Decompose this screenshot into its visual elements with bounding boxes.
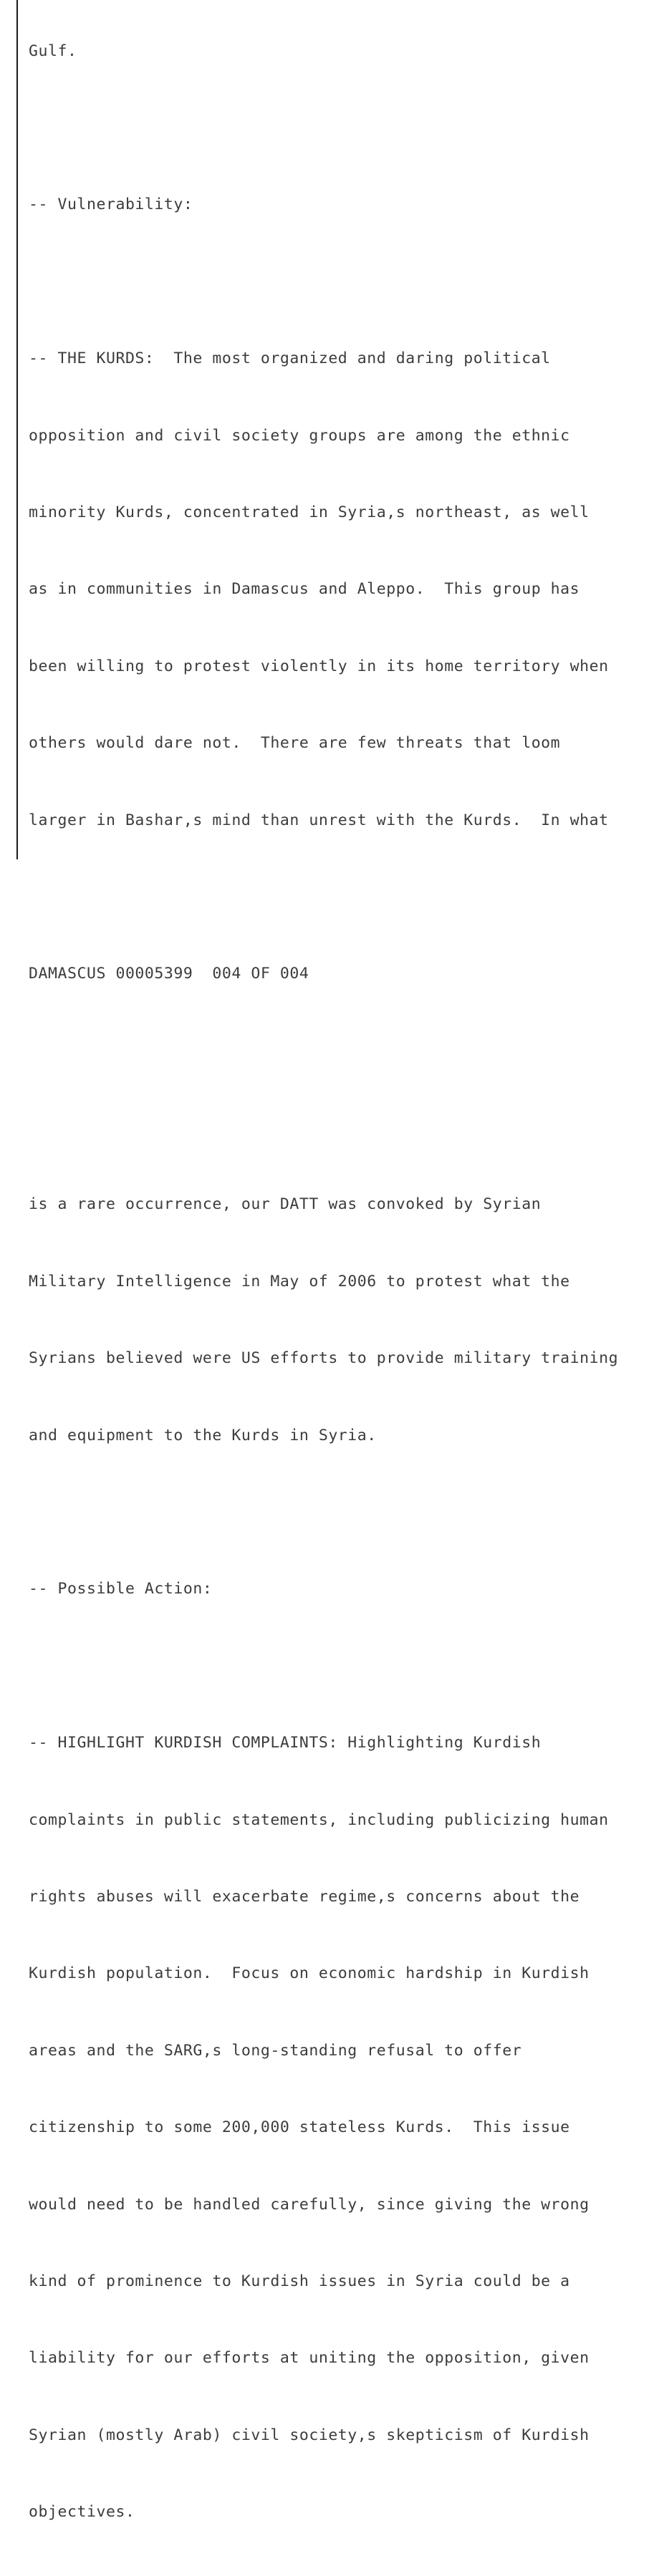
section-heading-possible-action: -- Possible Action: [29,1580,213,1598]
text-line: objectives. [29,2503,135,2522]
text-line: citizenship to some 200,000 stateless Kurds. This issue [29,2118,570,2137]
text-line: areas and the SARG,s long-standing refusal to offer [29,2041,522,2060]
text-line: Syrians believed were US efforts to provide military training [29,1349,619,1368]
blank-line [29,884,654,910]
text-line: Syrian (mostly Arab) civil society,s skepticism of Kurdish [29,2426,590,2444]
blank-line [29,1115,654,1141]
section-heading-vulnerability: -- Vulnerability: [29,196,193,214]
text-line: Military Intelligence in May of 2006 to protest what the [29,1272,570,1291]
text-line: kind of prominence to Kurdish issues in Syria could be a [29,2272,570,2290]
text-line: been willing to protest violently in its home territory when [29,657,609,675]
cable-text-body [29,0,654,2576]
blank-line [29,1500,654,1525]
text-line: -- HIGHLIGHT KURDISH COMPLAINTS: Highlighting Kurdish [29,1734,542,1752]
blank-line [29,1654,654,1679]
text-line: -- THE KURDS: The most organized and daring political [29,349,551,368]
blank-line [29,115,654,141]
text-line: Kurdish population. Focus on economic hardship in Kurdish [29,1964,590,1983]
text-line: opposition and civil society groups are among the ethnic [29,426,570,445]
text-line: larger in Bashar,s mind than unrest with the Kurds. In what [29,811,609,829]
left-margin-rule [16,0,18,859]
text-line: others would dare not. There are few threats that loom [29,734,561,753]
text-line: complaints in public statements, including publicizing human [29,1810,609,1829]
text-line: as in communities in Damascus and Aleppo. This group has [29,580,580,599]
page-marker: DAMASCUS 00005399 004 OF 004 [29,965,309,983]
text-line: and equipment to the Kurds in Syria. [29,1426,377,1444]
blank-line [29,1038,654,1064]
text-line: rights abuses will exacerbate regime,s concerns about the [29,1887,580,1906]
text-line: Gulf. [29,42,77,60]
text-line: liability for our efforts at uniting the opposition, given [29,2349,590,2368]
text-line: minority Kurds, concentrated in Syria,s northeast, as well [29,503,590,521]
blank-line [29,269,654,295]
text-line: is a rare occurrence, our DATT was convoked by Syrian [29,1195,542,1214]
text-line: would need to be handled carefully, since giving the wrong [29,2195,590,2214]
